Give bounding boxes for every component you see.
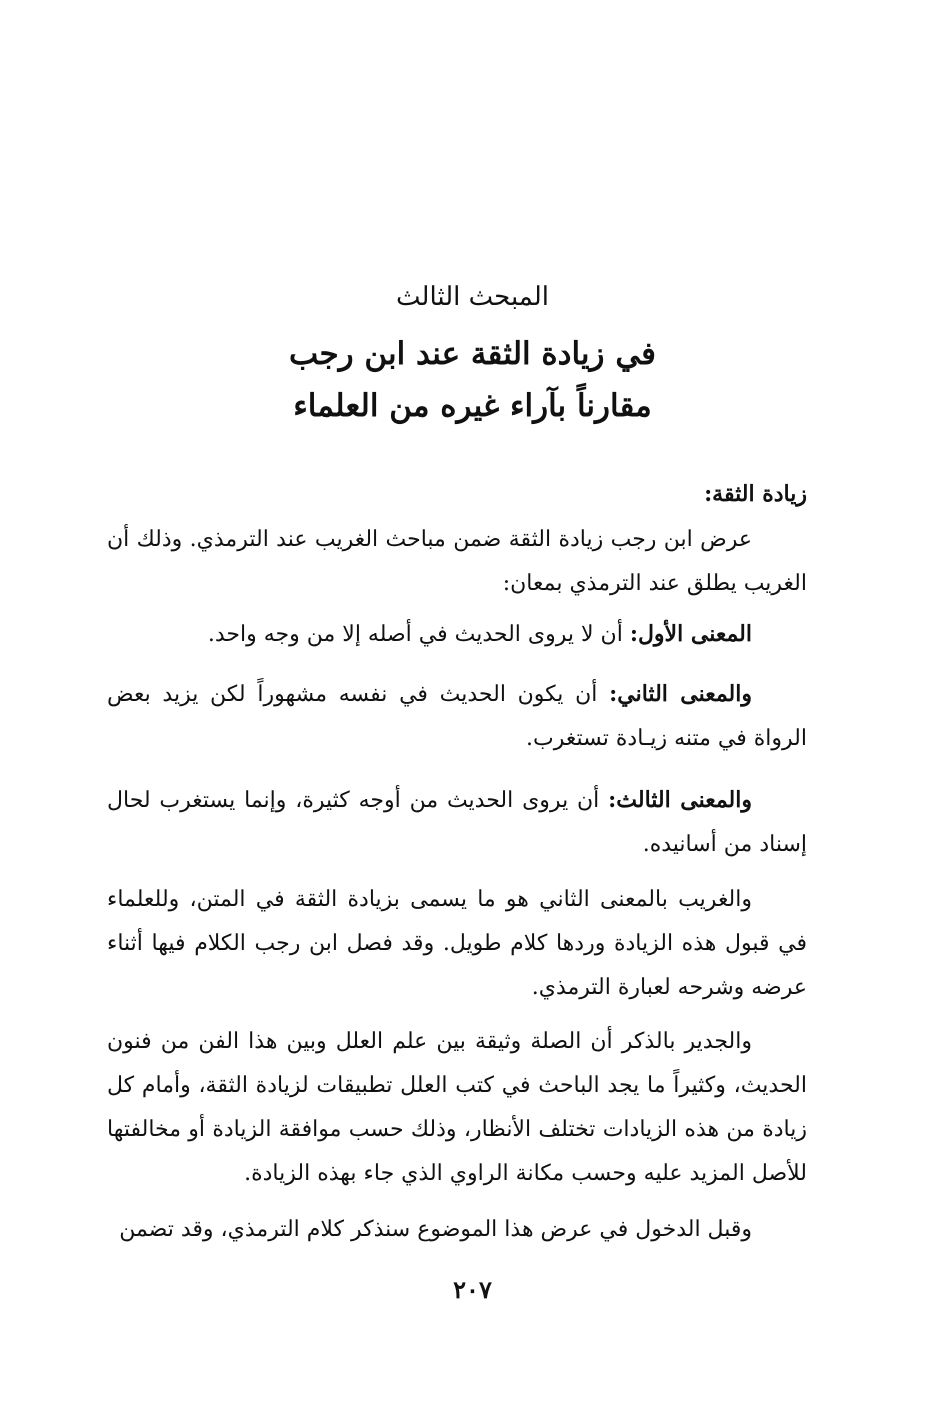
page-number: ٢٠٧ xyxy=(453,1275,492,1304)
paragraph-continuation: وقبل الدخول في عرض هذا الموضوع سنذكر كلام الترمذي، وقد تضمن xyxy=(119,1217,752,1242)
meaning-1-text: أن لا يروى الحديث في أصله إلا من وجه واحد. xyxy=(207,622,623,647)
meaning-3-text: أن يروى الحديث من أوجه كثيرة، وإنما يستغرب لحال إسناد من أسانيده. xyxy=(107,788,807,857)
section-label: المبحث الثالث xyxy=(396,282,549,312)
paragraph-meaning-1 xyxy=(107,612,807,657)
paragraph-meaning-3 xyxy=(107,778,807,867)
meaning-2-label: والمعنى الثاني: xyxy=(609,681,752,707)
paragraph-meaning-2 xyxy=(107,672,807,761)
chapter-title-line-2: مقارناً بآراء غيره من العلماء xyxy=(293,388,652,424)
meaning-3-label: والمعنى الثالث: xyxy=(608,787,752,813)
meaning-2-text: أن يكون الحديث في نفسه مشهوراً لكن يزيد بعض الرواة في متنه زيـادة تستغرب. xyxy=(107,682,807,751)
paragraph-gharib: والغريب بالمعنى الثاني هو ما يسمى بزيادة الثقة في المتن، وللعلماء في قبول هذه الزيادة وردها كلام طويل. وقد فصل ابن رجب الكلام فيها أثناء عرضه وشرحه لعبارة الترمذي. xyxy=(107,887,807,1000)
paragraph-intro: عرض ابن رجب زيادة الثقة ضمن مباحث الغريب عند الترمذي. وذلك أن الغريب يطلق عند الترمذي بمعان: xyxy=(107,527,807,596)
chapter-title-line-1: في زيادة الثقة عند ابن رجب xyxy=(289,336,656,372)
subheading: زيادة الثقة: xyxy=(704,481,807,507)
paragraph-ilal: والجدير بالذكر أن الصلة وثيقة بين علم العلل وبين هذا الفن من فنون الحديث، وكثيراً ما يجد الباحث في كتب العلل تطبيقات لزيادة الثقة، وأمام كل زيادة من هذه الزيادات تختلف الأنظار، وذلك حسب موافقة الزيادة أو مخالفتها للأصل المزيد عليه وحسب مكانة الراوي الذي جاء بهذه الزيادة. xyxy=(107,1029,807,1186)
meaning-1-label: المعنى الأول: xyxy=(629,621,752,647)
